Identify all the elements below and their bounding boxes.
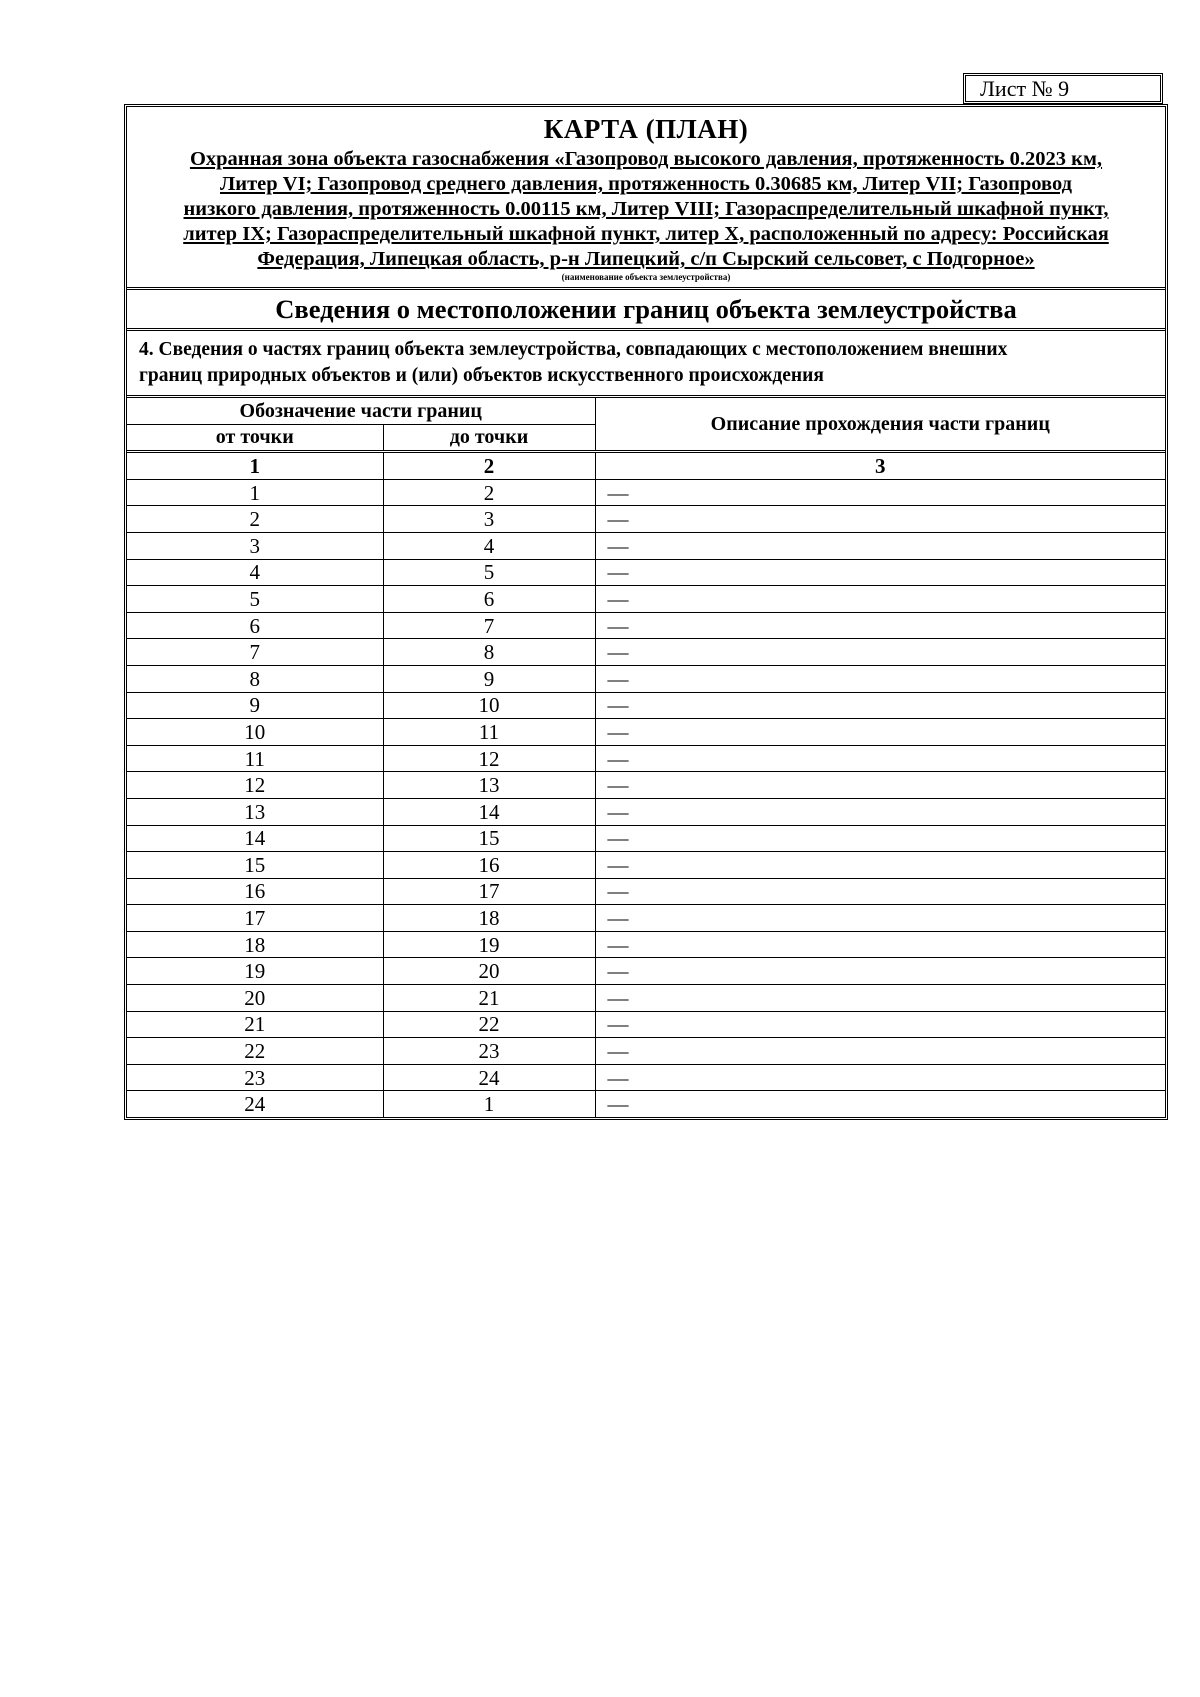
from-point-cell: 22: [127, 1038, 383, 1065]
description-cell: —: [595, 1011, 1165, 1038]
description-cell: —: [595, 825, 1165, 852]
to-point-cell: 23: [383, 1038, 595, 1065]
table-row: [127, 665, 1165, 692]
to-point-cell: 22: [383, 1011, 595, 1038]
table-row: [127, 1091, 1165, 1117]
column-number: 3: [595, 452, 1165, 480]
to-point-cell: 5: [383, 559, 595, 586]
table-row: [127, 745, 1165, 772]
description-cell: —: [595, 639, 1165, 666]
description-cell: —: [595, 665, 1165, 692]
document-frame: [124, 104, 1168, 1120]
table-row: [127, 985, 1165, 1012]
description-cell: —: [595, 479, 1165, 506]
description-cell: —: [595, 852, 1165, 879]
to-point-cell: 24: [383, 1064, 595, 1091]
object-name-line: литер IX; Газораспределительный шкафной пункт, литер X, расположенный по адресу: Российская: [183, 223, 1109, 245]
from-point-cell: 1: [127, 479, 383, 506]
sheet-number: Лист № 9: [963, 73, 1163, 104]
from-point-cell: 6: [127, 612, 383, 639]
from-point-cell: 9: [127, 692, 383, 719]
from-point-cell: 17: [127, 905, 383, 932]
from-point-cell: 16: [127, 878, 383, 905]
to-point-cell: 10: [383, 692, 595, 719]
from-point-cell: 15: [127, 852, 383, 879]
from-point-cell: 20: [127, 985, 383, 1012]
description-cell: —: [595, 798, 1165, 825]
to-point-cell: 18: [383, 905, 595, 932]
boundary-parts-table: [127, 395, 1165, 1117]
from-point-cell: 12: [127, 772, 383, 799]
from-point-cell: 14: [127, 825, 383, 852]
header-description: Описание прохождения части границ: [595, 397, 1165, 452]
description-cell: —: [595, 985, 1165, 1012]
to-point-cell: 21: [383, 985, 595, 1012]
subsection-line: 4. Сведения о частях границ объекта землеустройства, совпадающих с местоположением внешних: [139, 339, 1008, 360]
to-point-cell: 2: [383, 479, 595, 506]
description-cell: —: [595, 931, 1165, 958]
description-cell: —: [595, 692, 1165, 719]
column-number: 2: [383, 452, 595, 480]
from-point-cell: 11: [127, 745, 383, 772]
table-row: [127, 586, 1165, 613]
to-point-cell: 12: [383, 745, 595, 772]
to-point-cell: 16: [383, 852, 595, 879]
description-cell: —: [595, 878, 1165, 905]
description-cell: —: [595, 745, 1165, 772]
table-row: [127, 506, 1165, 533]
header-boundary-designation: Обозначение части границ: [127, 397, 595, 425]
from-point-cell: 7: [127, 639, 383, 666]
table-row: [127, 825, 1165, 852]
to-point-cell: 1: [383, 1091, 595, 1117]
column-number-row: [127, 452, 1165, 480]
from-point-cell: 3: [127, 532, 383, 559]
subsection-heading: [127, 328, 1165, 395]
table-row: [127, 905, 1165, 932]
to-point-cell: 9: [383, 665, 595, 692]
object-name-line: низкого давления, протяженность 0.00115 км, Литер VIII; Газораспределительный шкафной пункт,: [183, 198, 1109, 220]
table-row: [127, 479, 1165, 506]
table-row: [127, 931, 1165, 958]
object-name: [139, 147, 1153, 272]
table-row: [127, 639, 1165, 666]
description-cell: —: [595, 905, 1165, 932]
from-point-cell: 2: [127, 506, 383, 533]
table-row: [127, 1038, 1165, 1065]
header-to-point: до точки: [383, 424, 595, 452]
to-point-cell: 11: [383, 719, 595, 746]
column-number: 1: [127, 452, 383, 480]
from-point-cell: 13: [127, 798, 383, 825]
table-row: [127, 612, 1165, 639]
description-cell: —: [595, 958, 1165, 985]
to-point-cell: 19: [383, 931, 595, 958]
description-cell: —: [595, 612, 1165, 639]
from-point-cell: 8: [127, 665, 383, 692]
description-cell: —: [595, 506, 1165, 533]
from-point-cell: 19: [127, 958, 383, 985]
table-row: [127, 958, 1165, 985]
to-point-cell: 6: [383, 586, 595, 613]
subsection-line: границ природных объектов и (или) объектов искусственного происхождения: [139, 365, 824, 386]
to-point-cell: 15: [383, 825, 595, 852]
object-name-caption: (наименование объекта землеустройства): [561, 272, 731, 282]
object-name-line: Федерация, Липецкая область, р-н Липецкий, с/п Сырский сельсовет, с Подгорное»: [257, 248, 1035, 270]
table-row: [127, 1011, 1165, 1038]
table-row: [127, 559, 1165, 586]
description-cell: —: [595, 1038, 1165, 1065]
section-title: Сведения о местоположении границ объекта землеустройства: [127, 287, 1165, 328]
table-row: [127, 719, 1165, 746]
to-point-cell: 14: [383, 798, 595, 825]
description-cell: —: [595, 719, 1165, 746]
from-point-cell: 21: [127, 1011, 383, 1038]
table-row: [127, 1064, 1165, 1091]
to-point-cell: 4: [383, 532, 595, 559]
from-point-cell: 5: [127, 586, 383, 613]
to-point-cell: 20: [383, 958, 595, 985]
from-point-cell: 24: [127, 1091, 383, 1117]
to-point-cell: 7: [383, 612, 595, 639]
to-point-cell: 13: [383, 772, 595, 799]
to-point-cell: 17: [383, 878, 595, 905]
table-row: [127, 878, 1165, 905]
description-cell: —: [595, 772, 1165, 799]
table-row: [127, 532, 1165, 559]
to-point-cell: 8: [383, 639, 595, 666]
table-row: [127, 798, 1165, 825]
description-cell: —: [595, 586, 1165, 613]
table-row: [127, 772, 1165, 799]
object-name-line: Литер VI; Газопровод среднего давления, протяженность 0.30685 км, Литер VII; Газопровод: [219, 173, 1072, 195]
description-cell: —: [595, 1064, 1165, 1091]
document-title: КАРТА (ПЛАН): [543, 114, 749, 144]
from-point-cell: 23: [127, 1064, 383, 1091]
description-cell: —: [595, 532, 1165, 559]
object-name-line: Охранная зона объекта газоснабжения «Газопровод высокого давления, протяженность 0.2023 км,: [189, 148, 1103, 170]
to-point-cell: 3: [383, 506, 595, 533]
table-row: [127, 852, 1165, 879]
table-row: [127, 692, 1165, 719]
from-point-cell: 18: [127, 931, 383, 958]
from-point-cell: 4: [127, 559, 383, 586]
from-point-cell: 10: [127, 719, 383, 746]
description-cell: —: [595, 559, 1165, 586]
title-block: [127, 107, 1165, 287]
description-cell: —: [595, 1091, 1165, 1117]
header-from-point: от точки: [127, 424, 383, 452]
